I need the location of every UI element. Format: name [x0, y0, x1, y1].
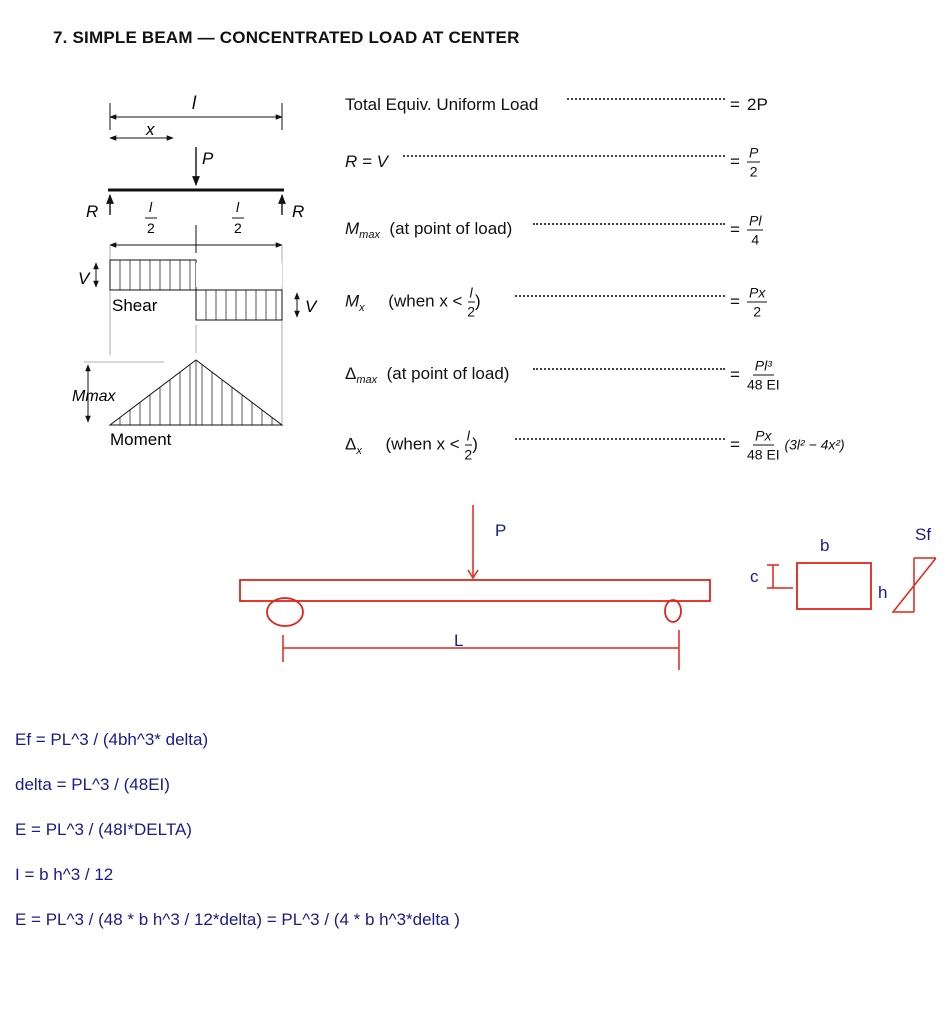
result-numerator: Px [749, 284, 766, 301]
moment-max-label: Mmax [72, 388, 116, 405]
formula-symbol: M [345, 291, 360, 311]
right-reaction-label: R [292, 202, 305, 221]
condition-denominator: 2 [467, 303, 476, 320]
result-denominator: 2 [749, 163, 758, 180]
calc-line-4: I = b h^3 / 12 [15, 865, 114, 884]
beam-diagram [60, 85, 340, 460]
page-title: 7. SIMPLE BEAM — CONCENTRATED LOAD AT CENTER [53, 28, 520, 47]
formula-result: 2P [747, 95, 768, 114]
condition-numerator: l [469, 284, 473, 301]
result-numerator: Pl [749, 212, 762, 229]
formula-label: (when x < [388, 291, 463, 311]
right-support-roller [665, 600, 681, 622]
half-right-num: l [236, 199, 240, 215]
height-label: h [878, 583, 888, 602]
result-denominator: 4 [751, 231, 760, 248]
calc-line-5: E = PL^3 / (48 * b h^3 / 12*delta) = PL^3 / (4 * b h^3*delta ) [15, 910, 460, 929]
formula-label: R = V [345, 152, 388, 171]
formula-label: (at point of load) [389, 218, 513, 238]
cross-section [797, 563, 871, 609]
beam-sketch [240, 580, 710, 601]
shear-v-right-label: V [305, 297, 317, 316]
test-setup-sketch [230, 500, 945, 680]
formula-subscript: x [359, 301, 365, 314]
formula-row-dx: $\Delta_x$ (when x < $\frac{l}{2}$ ) = $\frac{Px}{48 EI}$ (3l² − 4x²) [345, 427, 845, 463]
left-reaction-label: R [86, 202, 99, 221]
shear-v-left-label: V [78, 269, 90, 288]
result-tail: (3l² − 4x²) [784, 436, 845, 453]
width-label: b [820, 536, 830, 555]
shear-label: Shear [112, 296, 158, 315]
calc-line-1: Ef = PL^3 / (4bh^3* delta) [15, 730, 209, 749]
sketch-span-label: L [454, 631, 464, 650]
formula-row-mx: $M_x$ (when x < $\frac{l}{2}$ ) = $\frac{Px}{2}$ [345, 284, 766, 320]
half-right-den: 2 [234, 220, 242, 236]
formula-row-uniform-load: Total Equiv. Uniform Load = 2P [345, 95, 768, 114]
formula-subscript: max [356, 374, 378, 387]
formula-subscript: max [359, 229, 380, 242]
condition-numerator: l [466, 427, 470, 444]
formula-label: (when x < [385, 434, 460, 454]
result-denominator: 2 [753, 303, 762, 320]
stress-distribution [893, 558, 936, 612]
left-support-roller [267, 598, 303, 626]
span-label: l [192, 93, 196, 113]
formula-row-mmax: $M_{max}$ (at point of load) = $\frac{Pl}{4}$ [345, 212, 762, 248]
formula-symbol: Δ [345, 434, 357, 454]
sketch-load-label: P [495, 521, 507, 540]
result-denominator: 48 EI [747, 376, 780, 393]
moment-diagram [110, 360, 282, 425]
centroid-label: c [750, 567, 759, 586]
condition-denominator: 2 [464, 446, 473, 463]
result-numerator: P [749, 144, 759, 161]
calc-line-2: delta = PL^3 / (48EI) [15, 775, 170, 794]
formula-symbol: M [345, 218, 360, 238]
formula-row-dmax: $\Delta_{max}$ (at point of load) = $\frac{\text{Pl³}}{48 EI}$ [345, 357, 780, 393]
calc-line-3: E = PL^3 / (48I*DELTA) [15, 820, 192, 839]
formula-subscript: x [356, 444, 362, 457]
result-numerator: Px [755, 427, 772, 444]
formula-symbol: Δ [345, 363, 357, 383]
stress-label: Sf [915, 525, 932, 544]
formula-label: (at point of load) [386, 363, 510, 383]
formula-row-reaction: R = V = $\frac{P}{2}$ [345, 144, 759, 180]
result-denominator: 48 EI [747, 446, 780, 463]
half-left-num: l [149, 199, 153, 215]
moment-label: Moment [110, 430, 172, 449]
x-label: x [146, 120, 155, 139]
load-label: P [202, 149, 214, 168]
formula-label: Total Equiv. Uniform Load [345, 95, 539, 114]
half-left-den: 2 [147, 220, 155, 236]
result-numerator: Pl³ [754, 357, 772, 374]
